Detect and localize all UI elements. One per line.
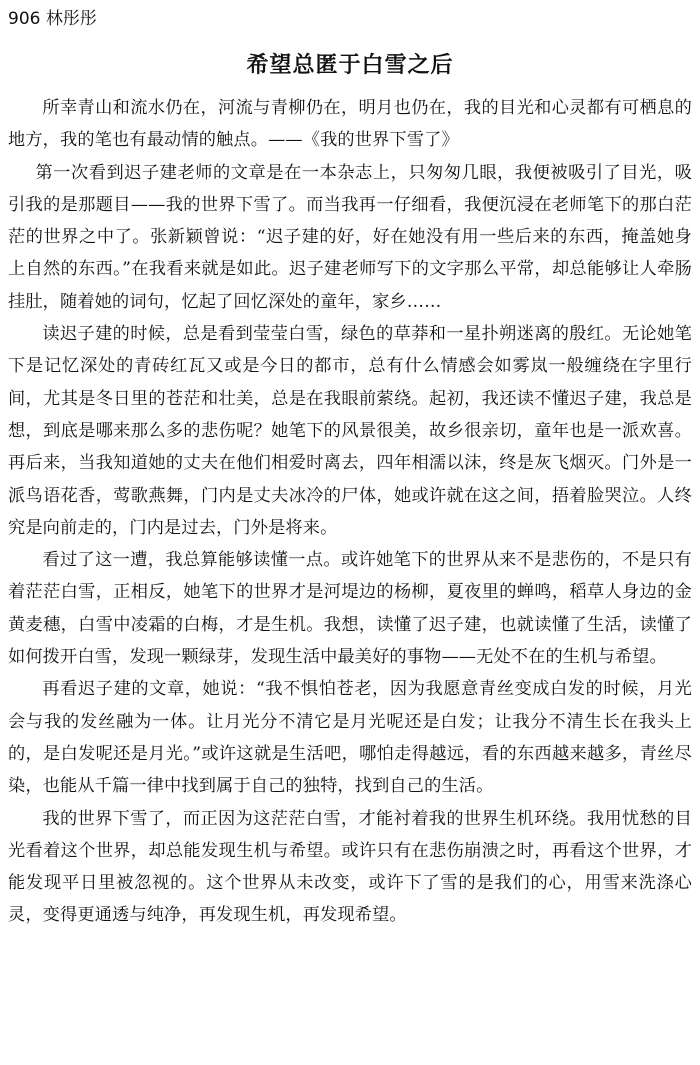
paragraph-4: 看过了这一遭，我总算能够读懂一点。或许她笔下的世界从来不是悲伤的，不是只有着茫茫白雪，正相反，她笔下的世界才是河堤边的杨柳，夏夜里的蝉鸣，稻草人身边的金黄麦穗，白雪中凌霜的白梅，才是生机。我想，读懂了迟子建，也就读懂了生活，读懂了如何拨开白雪，发现一颗绿芽，发现生活中最美好的事物——无处不在的生机与希望。 bbox=[8, 550, 692, 668]
article-title: 希望总匿于白雪之后 bbox=[246, 53, 454, 78]
paragraph-1: 所幸青山和流水仍在，河流与青柳仍在，明月也仍在，我的目光和心灵都有可栖息的地方，我的笔也有最动情的触点。——《我的世界下雪了》 bbox=[8, 98, 692, 151]
article-body bbox=[8, 92, 692, 932]
paragraph-2: 第一次看到迟子建老师的文章是在一本杂志上，只匆匆几眼，我便被吸引了目光，吸引我的是那题目——我的世界下雪了。而当我再一仔细看，我便沉浸在老师笔下的那白茫茫的世界之中了。张新颖曾说：“迟子建的好，好在她没有用一些后来的东西，掩盖她身上自然的东西。”在我看来就是如此。迟子建老师写下的文字那么平常，却总能够让人牵肠挂肚，随着她的词句，忆起了回忆深处的童年，家乡…… bbox=[8, 162, 692, 312]
paragraph-6: 我的世界下雪了，而正因为这茫茫白雪，才能衬着我的世界生机环绕。我用忧愁的目光看着这个世界，却总能发现生机与希望。或许只有在悲伤崩溃之时，再看这个世界，才能发现平日里被忽视的。这个世界从未改变，或许下了雪的是我们的心，用雪来洗涤心灵，变得更通透与纯净，再发现生机，再发现希望。 bbox=[8, 808, 692, 926]
page-header: 906 林彤彤 bbox=[8, 9, 97, 29]
paragraph-3: 读迟子建的时候，总是看到莹莹白雪，绿色的草莽和一星扑朔迷离的殷红。无论她笔下是记忆深处的青砖红瓦又或是今日的都市，总有什么情感会如雾岚一般缠绕在字里行间，尤其是冬日里的苍茫和壮美，总是在我眼前萦绕。起初，我还读不懂迟子建，我总是想，到底是哪来那么多的悲伤呢？她笔下的风景很美，故乡很亲切，童年也是一派欢喜。再后来，当我知道她的丈夫在他们相爱时离去，四年相濡以沫，终是灰飞烟灭。门外是一派鸟语花香，莺歌燕舞，门内是丈夫冰冷的尸体，她或许就在这之间，捂着脸哭泣。人终究是向前走的，门内是过去，门外是将来。 bbox=[8, 324, 692, 538]
paragraph-5: 再看迟子建的文章，她说：“我不惧怕苍老，因为我愿意青丝变成白发的时候，月光会与我的发丝融为一体。让月光分不清它是月光呢还是白发；让我分不清生长在我头上的，是白发呢还是月光。”或许这就是生活吧，哪怕走得越远，看的东西越来越多，青丝尽染，也能从千篇一律中找到属于自己的独特，找到自己的生活。 bbox=[8, 679, 692, 797]
